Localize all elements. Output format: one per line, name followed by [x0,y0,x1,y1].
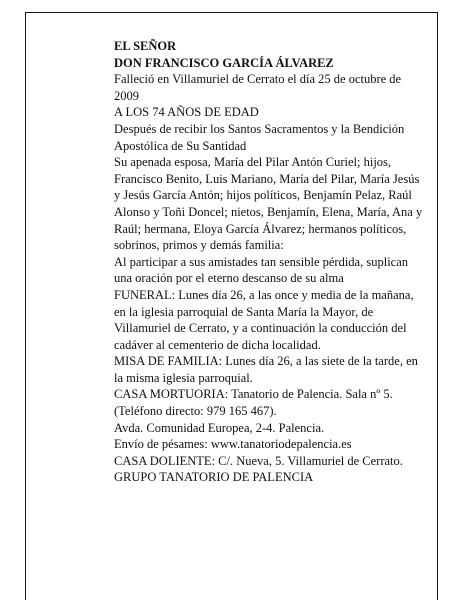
funeral-home-group: GRUPO TANATORIO DE PALENCIA [114,470,314,485]
notice-header-line1: EL SEÑOR [114,39,177,53]
death-details: Falleció en Villamuriel de Cerrato el día 25 de octubre de 2009 [114,72,402,103]
mortuary-info: CASA MORTUORIA: Tanatorio de Palencia. Sala nº 5. (Teléfono directo: 979 165 467). [114,387,393,419]
family-paragraph: Su apenada esposa, María del Pilar Antón Curiel; hijos, Francisco Benito, Luis Mariano, María del Pilar, María Jesús y Jesús García Antón; hijos políticos, Benjamín Pelaz, Raúl Alonso y Toñi Doncel; nietos, Benjamín, Elena, María, Ana y Raúl; hermana, Eloya García Álvarez; hermanos políticos, sobrinos, primos y demás familia: [114,155,423,253]
condolences-website: Envío de pésames: www.tanatoriodepalencia.es [114,437,352,452]
sacraments-line: Después de recibir los Santos Sacramentos y la Bendición Apostólica de Su Santidad [114,121,405,153]
prayer-request: Al participar a sus amistades tan sensible pérdida, suplican una oración por el eterno descanso de su alma [114,254,409,286]
family-mass-info: MISA DE FAMILIA: Lunes día 26, a las siete de la tarde, en la misma iglesia parroquial. [114,354,418,385]
mourning-house-info: CASA DOLIENTE: C/. Nueva, 5. Villamuriel de Cerrato. [114,453,403,468]
funeral-info: FUNERAL: Lunes día 26, a las once y media de la mañana, en la iglesia parroquial de Santa María la Mayor, de Villamuriel de Cerrato, y a continuación la conducción del cadáver al cementerio de dicha localidad. [114,287,414,352]
obituary-notice [114,38,426,486]
age-line: A LOS 74 AÑOS DE EDAD [114,105,259,120]
deceased-name: DON FRANCISCO GARCÍA ÁLVAREZ [114,55,334,70]
mortuary-address: Avda. Comunidad Europea, 2-4. Palencia. [114,420,325,435]
